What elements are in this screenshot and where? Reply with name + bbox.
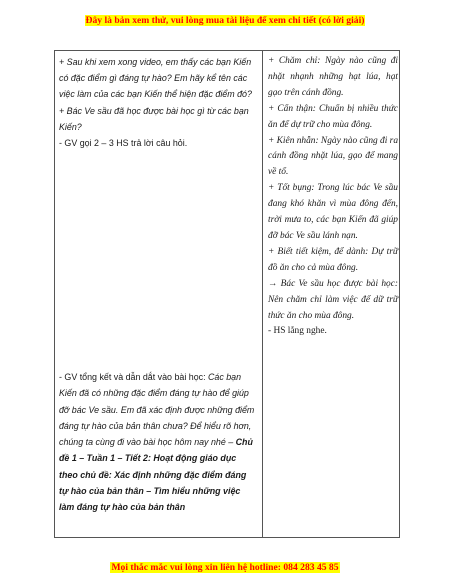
summary-prefix: - GV tổng kết và dẫn dắt vào bài học:	[59, 372, 208, 382]
summary-italic-text: Các bạn Kiến đã có những đặc điểm đáng tự hào để giúp đỡ bác Ve sầu. Em đã xác định được những điểm đáng tự hào của bản thân chưa? Để hiểu rõ hơn, chúng ta cùng đi vào bài học hôm nay nhé –	[59, 372, 255, 448]
question-1: + Sau khi xem xong video, em thấy các bạn Kiến có đặc điểm gì đáng tự hào? Em hãy kể tên các việc làm của các bạn Kiến thể hiện đặc điểm đó?	[59, 57, 252, 100]
summary-paragraph	[59, 369, 257, 516]
contact-banner-text: Mọi thắc mắc vui lòng xin liên hệ hotline: 084 283 45 85	[111, 562, 339, 573]
answer-item-1: + Chăm chỉ: Ngày nào cũng đi nhặt nhạnh những hạt lúa, hạt gạo trên cánh đồng.	[268, 56, 398, 98]
preview-banner	[0, 10, 450, 28]
answer-item-2: + Cẩn thận: Chuẩn bị nhiều thức ăn để dự trữ cho mùa đông.	[268, 103, 398, 130]
answer-item-4: + Tốt bụng: Trong lúc bác Ve sầu đang khó khăn vì mùa đông đến, trời mưa to, các bạn Kiến đã giúp đỡ bác Ve sầu lánh nạn.	[268, 183, 398, 241]
answer-conclusion: → Bác Ve sầu học được bài học: Nên chăm chỉ làm việc để dữ trữ thức ăn cho mùa đông.	[268, 278, 398, 321]
teacher-activity-column	[59, 54, 257, 151]
preview-banner-text: Đây là bản xem thử, vui lòng mua tài liệu để xem chi tiết (có lời giải)	[85, 15, 365, 26]
answer-item-5: + Biết tiết kiệm, để dành: Dự trữ đồ ăn cho cả mùa đông.	[268, 246, 398, 273]
teacher-call-students: - GV gọi 2 – 3 HS trả lời câu hỏi.	[59, 138, 188, 149]
teacher-summary	[59, 369, 257, 516]
question-2: + Bác Ve sầu đã học được bài học gì từ các bạn Kiến?	[59, 105, 249, 132]
contact-banner	[0, 557, 450, 575]
student-activity-column	[268, 54, 398, 340]
column-divider	[262, 51, 263, 537]
lesson-table	[54, 50, 400, 538]
student-listen: - HS lắng nghe.	[268, 326, 327, 337]
lesson-title: Chủ đề 1 – Tuần 1 – Tiết 2: Hoạt động giáo dục theo chủ đề: Xác định những đặc điểm đáng tự hào của bản thân – Tìm hiểu những việc làm đáng tự hào của bản thân	[59, 437, 253, 513]
answer-item-3: + Kiên nhẫn: Ngày nào cũng đi ra cánh đồng nhặt lúa, gạo để mang về tổ.	[268, 135, 399, 178]
